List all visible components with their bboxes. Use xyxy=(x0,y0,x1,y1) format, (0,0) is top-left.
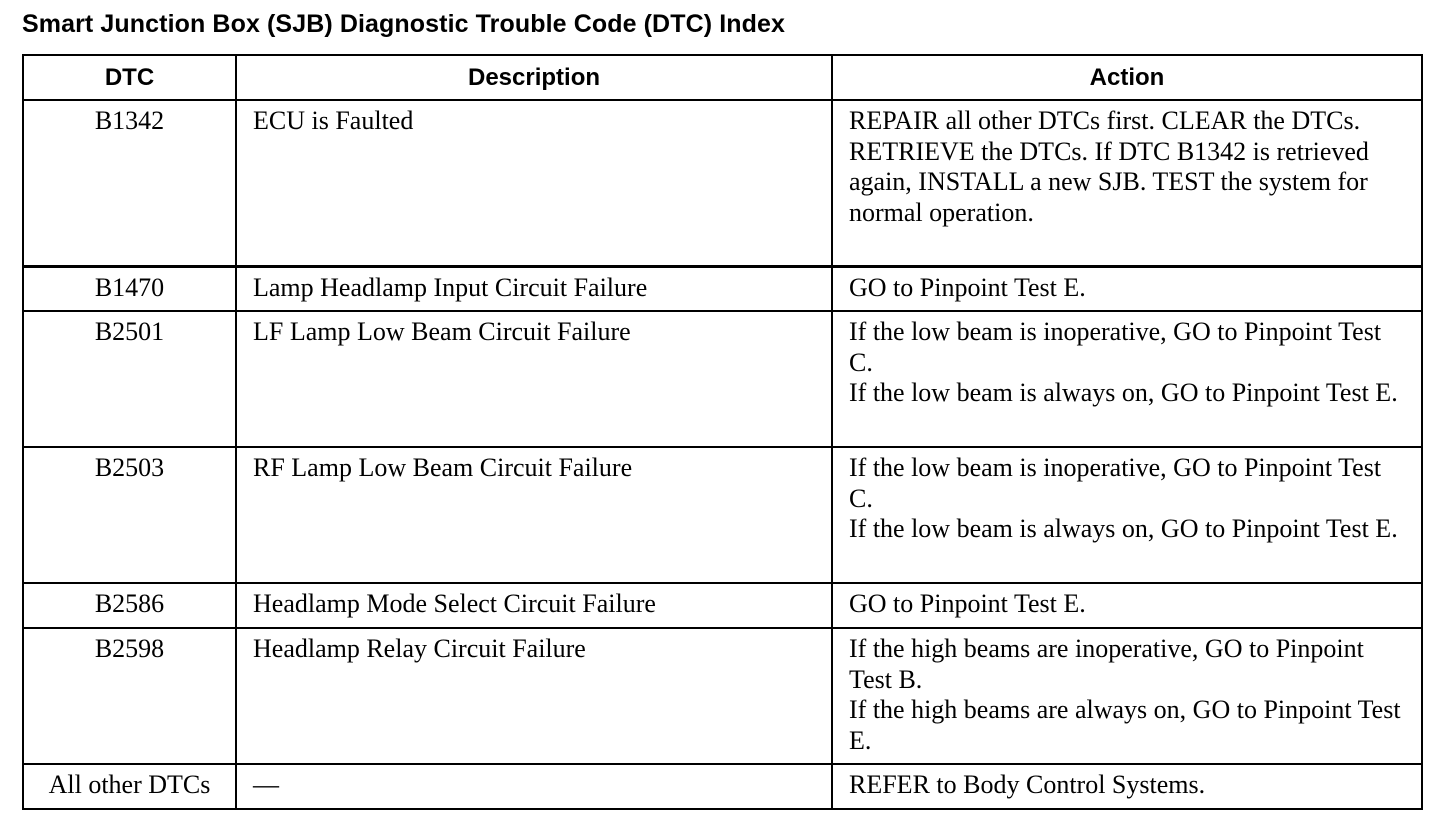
action-step: If the low beam is always on, GO to Pinpoint Test E. xyxy=(849,514,1398,543)
dtc-description-cell: RF Lamp Low Beam Circuit Failure xyxy=(236,447,832,583)
dtc-code-cell: B2586 xyxy=(23,583,236,628)
column-header-dtc: DTC xyxy=(23,55,236,100)
action-step: If the high beams are inoperative, GO to Pinpoint Test B. xyxy=(849,634,1364,694)
column-header-action: Action xyxy=(832,55,1422,100)
action-step: GO to Pinpoint Test E. xyxy=(849,589,1086,618)
action-step: REFER to Body Control Systems. xyxy=(849,770,1206,799)
dtc-code-cell: B1470 xyxy=(23,266,236,311)
page-title: Smart Junction Box (SJB) Diagnostic Trouble Code (DTC) Index xyxy=(22,10,786,38)
dtc-action-cell xyxy=(832,311,1422,447)
table-row xyxy=(23,447,1422,583)
dtc-description-cell: — xyxy=(236,764,832,809)
action-step: GO to Pinpoint Test E. xyxy=(849,272,1086,302)
dtc-index-table xyxy=(22,54,1423,810)
column-header-description: Description xyxy=(236,55,832,100)
dtc-code-cell: B2501 xyxy=(23,311,236,447)
table-header-row xyxy=(23,55,1422,100)
dtc-action-cell xyxy=(832,583,1422,628)
action-step: If the low beam is inoperative, GO to Pinpoint Test C. xyxy=(849,453,1382,513)
action-step: If the low beam is always on, GO to Pinpoint Test E. xyxy=(849,378,1398,407)
dtc-description-cell: Lamp Headlamp Input Circuit Failure xyxy=(236,266,832,311)
dtc-code-cell: B2503 xyxy=(23,447,236,583)
table-row xyxy=(23,764,1422,809)
action-step: If the low beam is inoperative, GO to Pinpoint Test C. xyxy=(849,317,1382,377)
dtc-description-cell: Headlamp Relay Circuit Failure xyxy=(236,628,832,764)
table-row xyxy=(23,628,1422,764)
dtc-code-cell: B1342 xyxy=(23,100,236,266)
dtc-description-cell: Headlamp Mode Select Circuit Failure xyxy=(236,583,832,628)
dtc-action-cell xyxy=(832,628,1422,764)
dtc-action-cell xyxy=(832,100,1422,266)
dtc-action-cell xyxy=(832,266,1422,311)
action-step: If the high beams are always on, GO to Pinpoint Test E. xyxy=(849,695,1401,755)
dtc-code-cell: B2598 xyxy=(23,628,236,764)
dtc-description-cell: LF Lamp Low Beam Circuit Failure xyxy=(236,311,832,447)
table-row xyxy=(23,100,1422,266)
table-row xyxy=(23,311,1422,447)
dtc-action-cell xyxy=(832,764,1422,809)
table-row xyxy=(23,583,1422,628)
table-row xyxy=(23,266,1422,311)
action-step: REPAIR all other DTCs first. CLEAR the DTCs. RETRIEVE the DTCs. If DTC B1342 is retrieved again, INSTALL a new SJB. TEST the system for normal operation. xyxy=(849,106,1369,227)
dtc-action-cell xyxy=(832,447,1422,583)
dtc-description-cell: ECU is Faulted xyxy=(236,100,832,266)
dtc-code-cell: All other DTCs xyxy=(23,764,236,809)
